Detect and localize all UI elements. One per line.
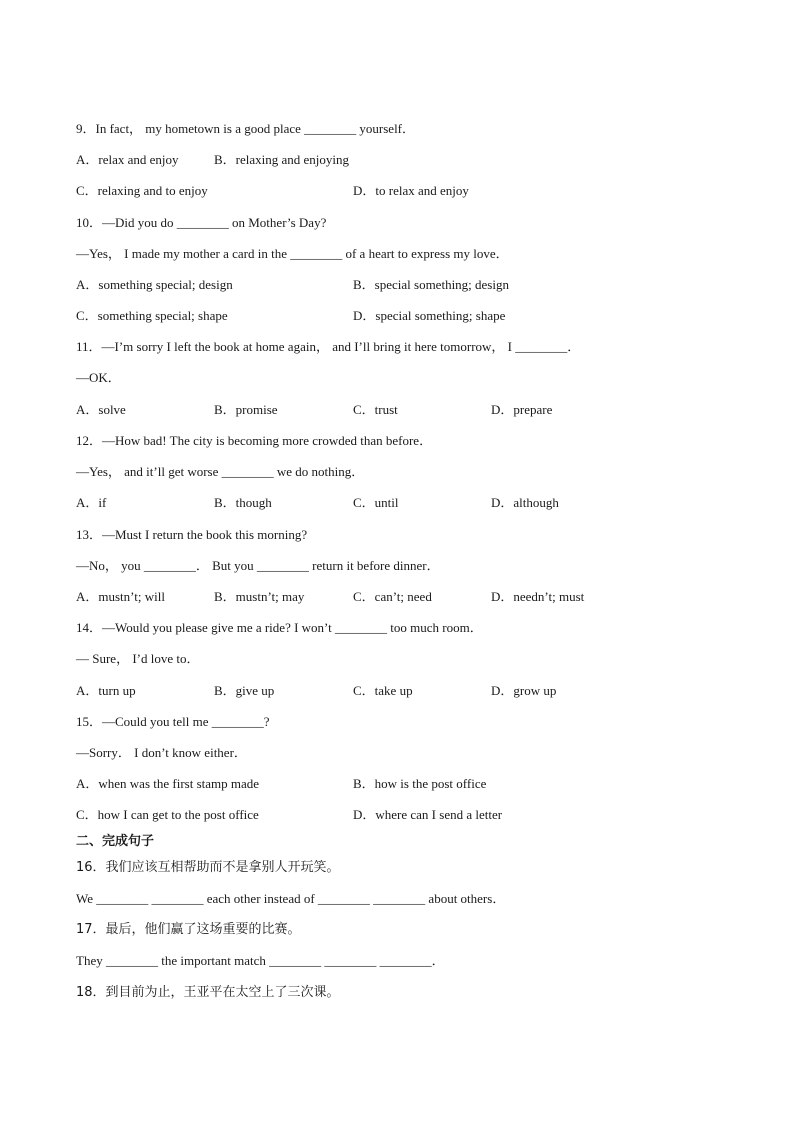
question-11-option-a: A．solve (76, 402, 126, 417)
question-12-option-d: D．although (491, 495, 559, 510)
question-13-stem: 13．—Must I return the book this morning? (76, 527, 308, 542)
question-18-chinese: 18．到目前为止，王亚平在太空上了三次课。 (76, 985, 340, 1000)
question-14-option-c: C．take up (353, 683, 413, 698)
question-14-option-a: A．turn up (76, 683, 136, 698)
question-10-stem: 10．—Did you do ________ on Mother’s Day? (76, 215, 327, 230)
question-13-option-c: C．can’t; need (353, 589, 432, 604)
question-11-option-b: B．promise (214, 402, 278, 417)
question-12-option-b: B．though (214, 495, 272, 510)
question-12-stem: 12．—How bad! The city is becoming more crowded than before． (76, 433, 433, 448)
question-15-stem: 15．—Could you tell me ________? (76, 714, 270, 729)
question-9-option-d: D．to relax and enjoy (353, 183, 469, 198)
question-9-stem: 9．In fact， my hometown is a good place ________ yourself． (76, 121, 416, 136)
question-16-english: We ________ ________ each other instead of ________ ________ about others． (76, 891, 506, 906)
question-11-option-c: C．trust (353, 402, 398, 417)
question-13-option-a: A．mustn’t; will (76, 589, 165, 604)
question-10-reply: —Yes， I made my mother a card in the ________ of a heart to express my love． (76, 246, 509, 261)
question-13-option-b: B．mustn’t; may (214, 589, 305, 604)
question-10-option-c: C．something special; shape (76, 308, 228, 323)
question-15-reply: —Sorry． I don’t know either． (76, 745, 247, 760)
question-13-reply: —No， you ________． But you ________ return it before dinner． (76, 558, 440, 573)
question-15-option-b: B．how is the post office (353, 776, 487, 791)
section-2-heading: 二、完成句子 (76, 834, 155, 849)
question-9-option-b: B．relaxing and enjoying (214, 152, 350, 167)
question-15-option-d: D．where can I send a letter (353, 807, 503, 822)
question-12-option-c: C．until (353, 495, 399, 510)
question-17-chinese: 17．最后，他们赢了这场重要的比赛。 (76, 922, 301, 937)
question-16-chinese: 16．我们应该互相帮助而不是拿别人开玩笑。 (76, 860, 340, 875)
question-10-option-d: D．special something; shape (353, 308, 506, 323)
question-11-option-d: D．prepare (491, 402, 553, 417)
question-14-option-b: B．give up (214, 683, 275, 698)
question-10-option-a: A．something special; design (76, 277, 233, 292)
question-11-stem: 11．—I’m sorry I left the book at home again， and I’ll bring it here tomorrow， I ________． (76, 339, 581, 354)
question-15-option-a: A．when was the first stamp made (76, 776, 260, 791)
question-17-english: They ________ the important match ________ ________ ________． (76, 953, 445, 968)
question-13-option-d: D．needn’t; must (491, 589, 585, 604)
question-12-reply: —Yes， and it’ll get worse ________ we do nothing． (76, 464, 365, 479)
question-11-reply: —OK． (76, 370, 121, 385)
question-9-option-c: C．relaxing and to enjoy (76, 183, 208, 198)
question-9-option-a: A．relax and enjoy (76, 152, 179, 167)
question-14-reply: — Sure， I’d love to． (76, 651, 200, 666)
question-15-option-c: C．how I can get to the post office (76, 807, 259, 822)
question-12-option-a: A．if (76, 495, 107, 510)
question-10-option-b: B．special something; design (353, 277, 509, 292)
question-14-stem: 14．—Would you please give me a ride? I won’t ________ too much room． (76, 620, 483, 635)
question-14-option-d: D．grow up (491, 683, 557, 698)
